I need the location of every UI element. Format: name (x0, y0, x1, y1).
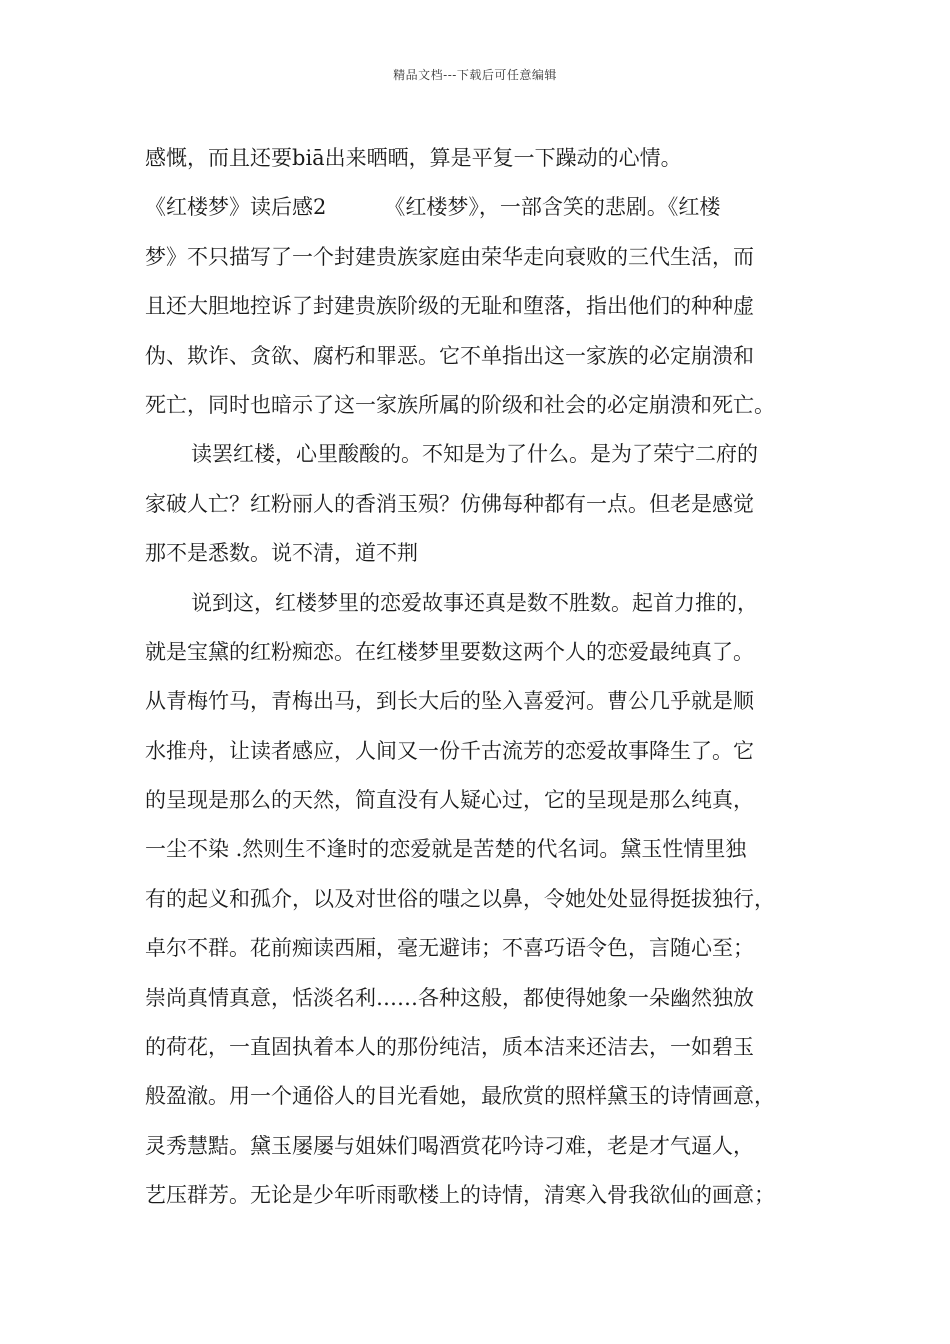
text-line: 死亡，同时也暗示了这一家族所属的阶级和社会的必定崩溃和死亡。 (145, 392, 775, 417)
essay-heading: 《红楼梦》读后感2 (145, 195, 327, 220)
text-line: 艺压群芳。无论是少年听雨歌楼上的诗情，清寒入骨我欲仙的画意； (145, 1183, 775, 1208)
text-line: 且还大胆地控诉了封建贵族阶级的无耻和堕落，指出他们的种种虚 (145, 294, 754, 319)
text-line: 的荷花，一直固执着本人的那份纯洁，质本洁来还洁去，一如碧玉 (145, 1035, 754, 1060)
text-line: 读罢红楼，心里酸酸的。不知是为了什么。是为了荣宁二府的 (191, 442, 758, 467)
text-line: 就是宝黛的红粉痴恋。在红楼梦里要数这两个人的恋爱最纯真了。 (145, 639, 754, 664)
document-body (145, 134, 825, 1221)
text-line: 感慨，而且还要biā出来晒晒，算是平复一下躁动的心情。 (145, 146, 682, 170)
text-line: 的呈现是那么的天然，简直没有人疑心过，它的呈现是那么纯真， (145, 788, 754, 813)
text-line: 一尘不染 .然则生不逢时的恋爱就是苦楚的代名词。黛玉性情里独 (145, 837, 747, 862)
text-line: 水推舟，让读者感应，人间又一份千古流芳的恋爱故事降生了。它 (145, 738, 754, 763)
text-line: 灵秀慧黠。黛玉屡屡与姐妹们喝酒赏花吟诗刁难，老是才气逼人， (145, 1133, 754, 1158)
text-line: 说到这，红楼梦里的恋爱故事还真是数不胜数。起首力推的， (191, 590, 758, 615)
text-line: 从青梅竹马，青梅出马，到长大后的坠入喜爱河。曹公几乎就是顺 (145, 689, 754, 714)
text-line: 有的起义和孤介，以及对世俗的嗤之以鼻，令她处处显得挺拔独行， (145, 886, 775, 911)
text-line: 《红楼梦》，一部含笑的悲剧。《红楼 (384, 195, 721, 220)
text-line: 那不是悉数。说不清，道不荆 (145, 541, 418, 566)
text-line: 梦》不只描写了一个封建贵族家庭由荣华走向衰败的三代生活，而 (145, 244, 754, 269)
text-line: 卓尔不群。花前痴读西厢，毫无避讳；不喜巧语令色，言随心至； (145, 936, 754, 961)
heading-line (145, 183, 825, 232)
text-line: 伪、欺诈、贪欲、腐朽和罪恶。它不单指出这一家族的必定崩溃和 (145, 343, 754, 368)
text-line: 般盈澈。用一个通俗人的目光看她，最欣赏的照样黛玉的诗情画意， (145, 1084, 775, 1109)
page-header: 精品文档---下载后可任意编辑 (393, 68, 557, 82)
text-line: 家破人亡？红粉丽人的香消玉殒？仿佛每种都有一点。但老是感觉 (145, 491, 754, 516)
text-line: 崇尚真情真意，恬淡名利……各种这般，都使得她象一朵幽然独放 (145, 985, 754, 1010)
